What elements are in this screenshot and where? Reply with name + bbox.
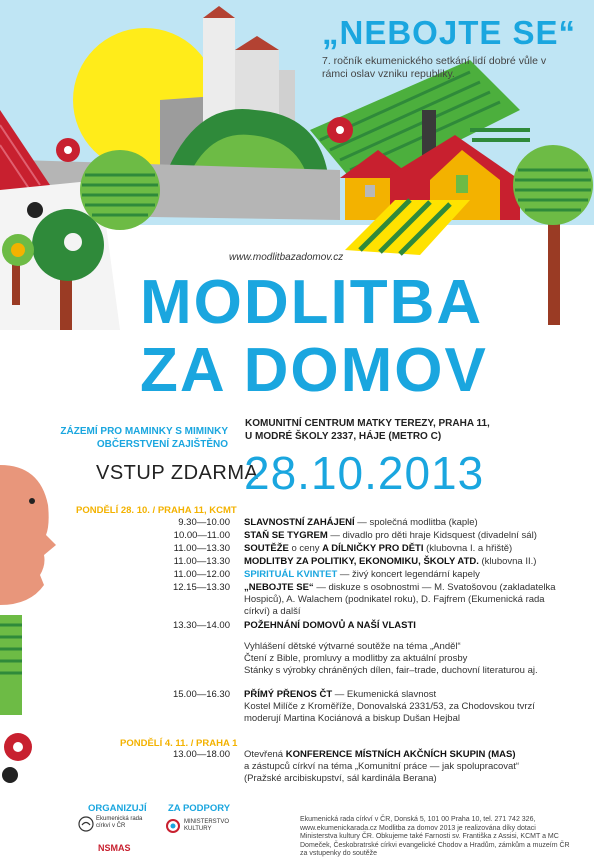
nsmas-logo — [98, 838, 131, 856]
broadcast-title: PŘÍMÝ PŘENOS ČT — [244, 689, 333, 700]
conference-line-2: a zástupců církví na téma „Komunitní práce — jak spolupracovat“ — [244, 761, 520, 772]
schedule-time: 13.00—18.00 — [172, 749, 230, 760]
venue-line-2: U MODRÉ ŠKOLY 2337, HÁJE (METRO C) — [245, 431, 442, 442]
schedule-desc: — živý koncert legendární kapely — [337, 569, 480, 580]
schedule-title: MODLITBY ZA POLITIKY, EKONOMIKU, ŠKOLY ATD. — [244, 556, 479, 567]
broadcast-desc: — Ekumenická slavnost — [332, 689, 437, 700]
ministry-logo-text: MINISTERSTVO KULTURY — [184, 819, 230, 832]
free-entry: VSTUP ZDARMA — [96, 462, 259, 484]
erc-logo-icon — [78, 816, 94, 832]
title-line-1: MODLITBA — [140, 268, 484, 337]
schedule-desc: (klubovna II.) — [478, 556, 537, 567]
day2-label: PONDĚLÍ 4. 11. / PRAHA 1 — [120, 738, 238, 749]
schedule-time: 9.30—10.00 — [178, 517, 230, 528]
schedule-time: 12.15—13.30 — [172, 582, 230, 593]
schedule-title: STAŇ SE TYGREM — [244, 530, 328, 541]
face-illustration — [0, 465, 56, 795]
schedule-time: 15.00—16.30 — [172, 689, 230, 700]
schedule-time: 11.00—12.00 — [173, 569, 230, 580]
title-line-2: ZA DOMOV — [140, 336, 488, 405]
schedule-desc: o ceny — [288, 543, 323, 554]
schedule-title-2: A DÍLNIČKY PRO DĚTI — [322, 543, 424, 554]
venue-line-1: KOMUNITNÍ CENTRUM MATKY TEREZY, PRAHA 11, — [245, 418, 490, 429]
conference-pre: Otevřená — [244, 749, 286, 760]
conference-line-3: (Pražské arcibiskupství, sál kardinála Berana) — [244, 773, 437, 784]
schedule-time: 10.00—11.00 — [173, 530, 230, 541]
program-notes — [244, 641, 564, 677]
schedule-title: SLAVNOSTNÍ ZAHÁJENÍ — [244, 517, 355, 528]
schedule-time: 11.00—13.30 — [173, 543, 230, 554]
schedule-desc: — diskuze s osobnostmi — M. Svatošovou (zakladatelka Hospiců), A. Walachem (podnikatel roku), D. Fajfrem (Ekumenická rada církví) a další — [244, 582, 556, 617]
slogan-subtitle: 7. ročník ekumenického setkání lidí dobré vůle v rámci oslav vzniku republiky. — [322, 55, 547, 80]
schedule-time: 13.30—14.00 — [172, 620, 230, 631]
conference-title: KONFERENCE MÍSTNÍCH AKČNÍCH SKUPIN (MAS) — [285, 749, 516, 760]
sponsors-label: ZA PODPORY — [168, 803, 231, 814]
website-url[interactable]: www.modlitbazadomov.cz — [229, 252, 344, 263]
info-left-line-1: ZÁZEMÍ PRO MAMINKY S MIMINKY — [60, 426, 228, 437]
schedule-desc: — divadlo pro děti hraje Kidsquest (divadelní sál) — [327, 530, 537, 541]
broadcast-line-2: Kostel Milíče z Kroměříže, Donovalská 2331/53, za Chodovskou tvrzí — [244, 701, 535, 712]
schedule-title: POŽEHNÁNÍ DOMOVŮ A NAŠÍ VLASTI — [244, 620, 416, 631]
note-line: Čtení z Bible, promluvy a modlitby za aktuální prosby — [244, 653, 468, 664]
info-left-line-2: OBČERSTVENÍ ZAJIŠTĚNO — [96, 439, 228, 450]
schedule-title: „NEBOJTE SE“ — [244, 582, 314, 593]
ministry-logo-icon — [165, 818, 181, 834]
day1-label: PONDĚLÍ 28. 10. / PRAHA 11, KCMT — [76, 505, 237, 516]
venue-address — [245, 417, 490, 443]
organizers-label: ORGANIZUJÍ — [88, 803, 147, 814]
broadcast-line-3: moderují Martina Kociánová a biskup Dušan Hejbal — [244, 713, 460, 724]
schedule-title: SOUTĚŽE — [244, 543, 289, 554]
schedule-desc: — společná modlitba (kaple) — [354, 517, 478, 528]
event-date: 28.10.2013 — [244, 447, 485, 499]
erc-logo-text: Ekumenická rada církví v ČR — [96, 816, 143, 829]
note-line: Stánky s výrobky chráněných dílen, fair–trade, duchovní literaturou aj. — [244, 665, 538, 676]
note-line: Vyhlášení dětské výtvarné soutěže na téma „Anděl“ — [244, 641, 461, 652]
schedule-desc-2: (klubovna I. a hřiště) — [423, 543, 513, 554]
nsmas-logo-text: NSMAS — [98, 843, 131, 853]
footer-info: Ekumenická rada církví v ČR, Donská 5, 101 00 Praha 10, tel. 271 742 326, www.ekumenickarada.cz Modlitba za domov 2013 je realizována díky dotaci Ministerstva kultury ČR. Obkujeme také Farnosti sv. Františka z Assisi, KCMT a MC Domeček, Českobratrské církvi evangelické Chodov a Hradům, zámkům a muzeím ČR za vstupenky do soutěže — [300, 816, 570, 858]
schedule-time: 11.00—13.30 — [173, 556, 230, 567]
schedule-title: SPIRITUÁL KVINTET — [244, 569, 338, 580]
slogan: „NEBOJTE SE“ — [322, 14, 577, 51]
